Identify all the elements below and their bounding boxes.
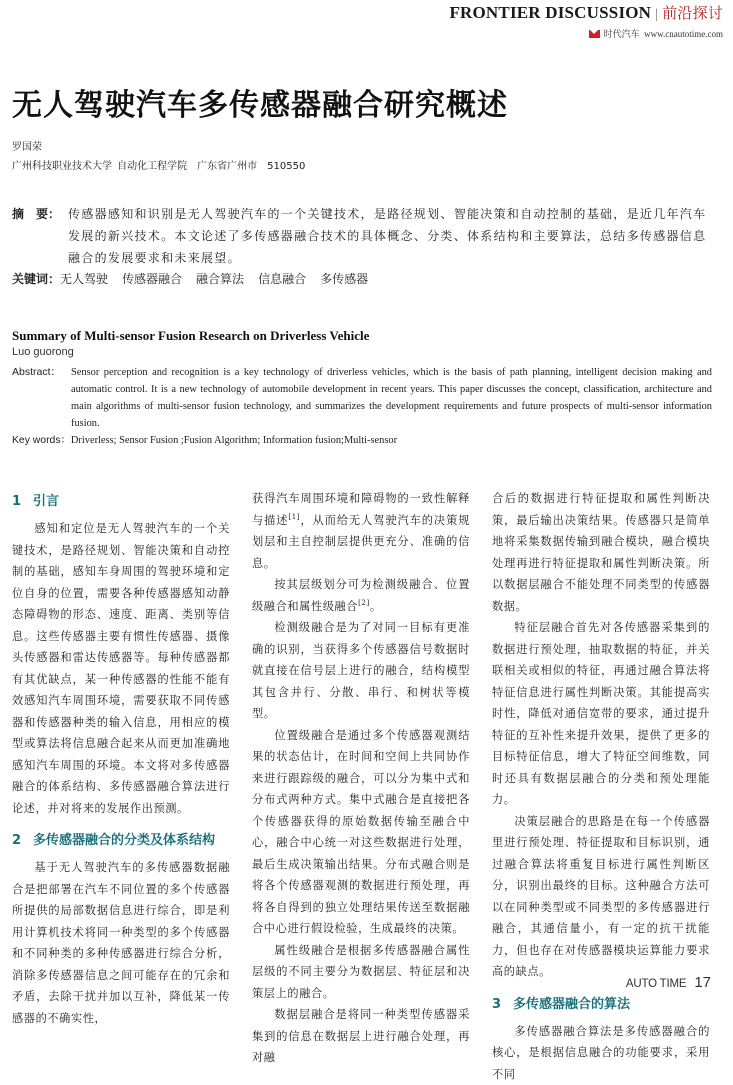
body-column-3 [492,488,710,1085]
section-number: 1 [12,494,21,509]
abstract-cn-text: 传感器感知和识别是无人驾驶汽车的一个关键技术，是路径规划、智能决策和自动控制的基础，是近几年汽车发展的新兴技术。本文论述了多传感器融合技术的具体概念、分类、体系结构和主要算法，总结多传感器信息融合的发展要求和未来展望。 [68,203,712,269]
section-title-cn: 前沿探讨 [662,4,723,22]
abstract-cn [12,203,712,269]
keyword-item: 信息融合 [258,272,306,286]
paragraph: 感知和定位是无人驾驶汽车的一个关键技术，是路径规划、智能决策和自动控制的基础，感知车身周围的驾驶环境和定位自身的位置，需要各种传感器感知动静态障碍物的形态、速度、距离、类别等信息。这些传感器主要有惯性传感器、摄像头传感器和雷达传感器等。每种传感器都有其优缺点，某一种传感器的性能不能有效感知汽车周围环境，需要获取不同传感器和传感器种类的输入信息，用相应的模型或算法将信息融合起来从而更加准确地感知汽车周围的环境。本文将对多传感器融合的体系结构、多传感器融合算法进行论述，并对将来的发展作出预测。 [12,518,230,819]
text-run: 获得汽车周围环境和障碍物的一致性解释与描述 [252,492,470,527]
citation-ref[interactable]: [2] [358,599,370,607]
keywords-cn [12,270,382,287]
body-column-1 [12,490,230,1029]
keywords-en-label: Key words： [12,435,71,446]
publisher-name: 时代汽车 [604,29,640,39]
section-heading-2 [12,831,230,851]
section-title: 多传感器融合的算法 [513,997,630,1012]
paragraph [252,574,470,617]
author-name: 罗国荣 [12,138,42,153]
section-title: 多传感器融合的分类及体系结构 [33,833,215,848]
paragraph: 检测级融合是为了对同一目标有更准确的识别，当获得多个传感器信号数据时就直接在信号层上进行的融合，结构模型其包含并行、分散、串行、和树状等模型。 [252,617,470,725]
author-affiliation: 广州科技职业技术大学 自动化工程学院 广东省广州市 510550 [12,157,305,172]
abstract-cn-label: 摘 要： [12,203,60,225]
abstract-en [12,364,712,432]
english-author: Luo guorong [12,346,74,358]
keyword-item: 融合算法 [196,272,244,286]
paragraph: 数据层融合是将同一种类型传感器采集到的信息在数据层上进行融合处理，再对融 [252,1004,470,1069]
section-title: 引言 [33,494,59,509]
text-run: 按其层级划分可为检测级融合、位置级融合和属性级融合 [252,578,470,613]
paragraph: 多传感器融合算法是多传感器融合的核心，是根据信息融合的功能要求，采用不同 [492,1021,710,1085]
paragraph: 决策层融合的思路是在每一个传感器里进行预处理、特征提取和目标识别，通过融合算法将重复目标进行属性判断区分，识别出最终的目标。这种融合方法可以在同种类型或不同类型的多传感器进行融合，其通信量小，有一定的抗干扰能力，但也存在对传感器模块运算能力要求高的缺点。 [492,811,710,983]
keyword-item: 多传感器 [320,272,368,286]
abstract-en-label: Abstract： [12,364,61,381]
page-number: 17 [694,974,711,991]
publisher-website: www.cnautotime.com [644,29,723,39]
mail-icon [589,30,600,38]
magazine-name: AUTO TIME [626,978,686,990]
keyword-item: 无人驾驶 [60,272,108,286]
text-run: ，从而给无人驾驶汽车的决策规划层和主自控制层提供更充分、准确的信息。 [252,514,470,570]
paragraph: 基于无人驾驶汽车的多传感器数据融合是把部署在汽车不同位置的多个传感器所提供的局部数据信息进行综合，即是利用计算机技术将同一种类型的多个传感器和不同种类的多种传感器进行综合分析，消除多传感器信息之间可能存在的冗余和矛盾，去除干扰并加以互补，降低某一传感器的不确实性， [12,857,230,1029]
citation-ref[interactable]: [1] [288,513,300,521]
section-title-en: FRONTIER DISCUSSION [449,3,651,22]
abstract-en-text: Sensor perception and recognition is a key technology of driverless vehicles, which is the basis of path planning, intelligent decision making and automatic control. It is a new technology of automobile development in recent years. This paper discusses the concept, classification, architecture and main algorithms of multi-sensor fusion technology, and summarizes the development requirements and future prospects of multi-sensor information fusion. [71,364,712,432]
keyword-item: 传感器融合 [122,272,182,286]
text-run: 。 [370,600,382,613]
header-section-line [449,2,723,23]
header-publisher-line [449,27,723,40]
paragraph-continued [252,488,470,574]
section-heading-3 [492,995,710,1015]
section-number: 3 [492,997,501,1012]
keywords-en [12,431,397,446]
running-header [449,2,723,40]
article-title: 无人驾驶汽车多传感器融合研究概述 [12,80,508,124]
page-footer [626,974,711,992]
header-separator: | [655,7,658,22]
keywords-cn-label: 关键词： [12,272,60,286]
paragraph: 属性级融合是根据多传感器融合属性层级的不同主要分为数据层、特征层和决策层上的融合。 [252,940,470,1005]
section-number: 2 [12,833,21,848]
english-title: Summary of Multi-sensor Fusion Research on Driverless Vehicle [12,328,369,344]
body-column-2 [252,488,470,1069]
paragraph-continued: 合后的数据进行特征提取和属性判断决策，最后输出决策结果。传感器只是简单地将采集数据传输到融合模块，融合模块处理再进行特征提取和属性判断决策。所以数据层融合不能处理不同类型的传感器数据。 [492,488,710,617]
paragraph: 特征层融合首先对各传感器采集到的数据进行预处理，抽取数据的特征，并关联相关或相似的特征，再通过融合算法将特征信息进行属性判断决策。其能提高实时性，降低对通信宽带的要求，通过提升特征的互补性来提升效果，提供了更多的目标特征信息，增大了特征空间维数，同时还具有数据层融合的分类和预处理能力。 [492,617,710,811]
keywords-en-text: Driverless; Sensor Fusion ;Fusion Algorithm; Information fusion;Multi-sensor [71,435,397,446]
section-heading-1 [12,492,230,512]
paragraph: 位置级融合是通过多个传感器观测结果的状态估计，在时间和空间上共同协作来进行跟踪级的融合，可以分为集中式和分布式两种方式。集中式融合是直接把各个传感器获得的原始数据传输至融合中心，融合中心统一对这些数据进行处理，最后生成决策输出结果。分布式融合则是将各个传感器观测的数据进行预处理，再将各自得到的独立处理结果传送至数据融合中心进行假设检验，生成最终的决策。 [252,725,470,940]
